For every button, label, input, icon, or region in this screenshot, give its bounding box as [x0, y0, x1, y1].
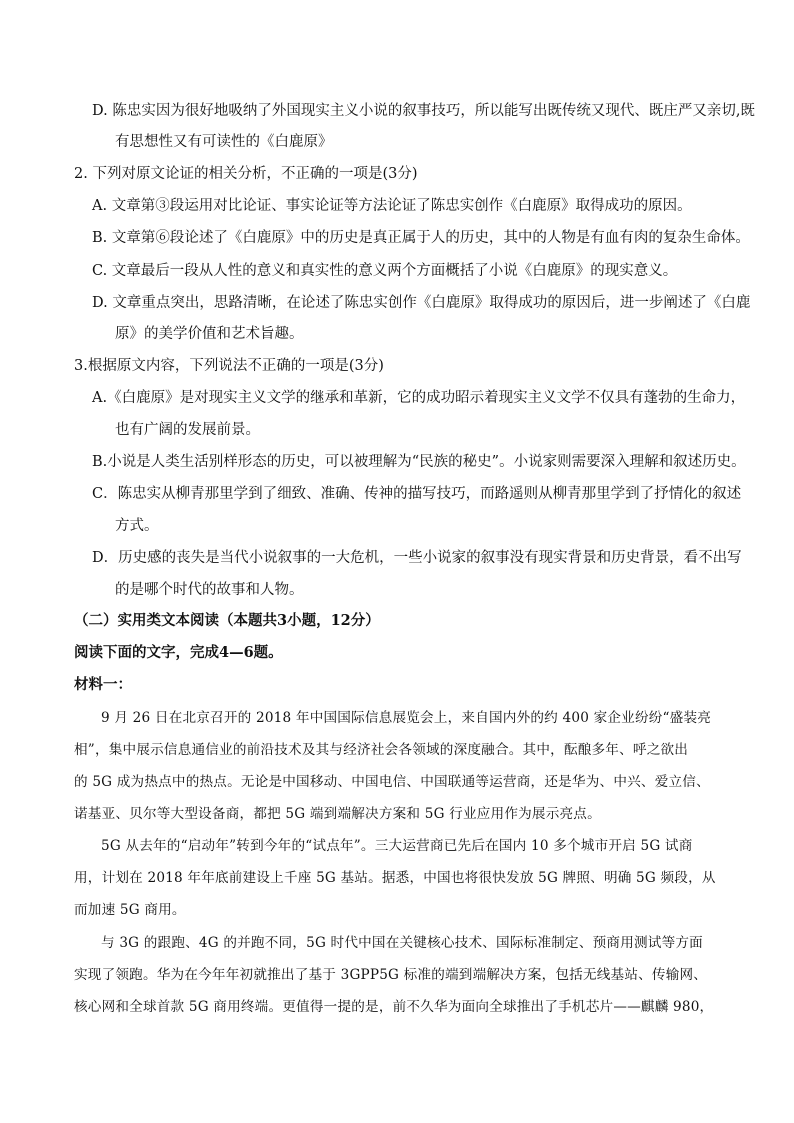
material-paragraph-3-line-2: 实现了领跑。华为在今年年初就推出了基于 3GPP5G 标准的端到端解决方案，包括无线基站、传输网、	[74, 967, 708, 983]
material-paragraph-1-line-1: 9 月 26 日在北京召开的 2018 年中国国际信息展览会上，来自国内外的约 400 家企业纷纷“盛装亮	[101, 710, 712, 726]
q2-option-d-line-1: D. 文章重点突出，思路清晰，在论述了陈忠实创作《白鹿原》取得成功的原因后，进一步阐述了《白鹿	[92, 295, 751, 311]
question-2-stem: 2. 下列对原文论证的相关分析，不正确的一项是(3分)	[74, 166, 418, 182]
q3-option-d-line-1: D．历史感的丧失是当代小说叙事的一大危机，一些小说家的叙事没有现实背景和历史背景，看不出写	[92, 550, 742, 566]
q2-option-c: C. 文章最后一段从人性的意义和真实性的意义两个方面概括了小说《白鹿原》的现实意义。	[92, 263, 678, 279]
q2-option-d-line-2: 原》的美学价值和艺术旨趣。	[115, 326, 304, 342]
material-paragraph-2-line-3: 而加速 5G 商用。	[74, 902, 186, 918]
material-paragraph-3-line-1: 与 3G 的跟跑、4G 的并跑不同，5G 时代中国在关键核心技术、国际标准制定、预商用测试等方面	[101, 935, 703, 951]
material-paragraph-1-line-3: 的 5G 成为热点中的热点。无论是中国移动、中国电信、中国联通等运营商，还是华为、中兴、爱立信、	[74, 774, 710, 790]
section-heading: （二）实用类文本阅读（本题共3小题，12分）	[74, 612, 380, 629]
material-paragraph-2-line-1: 5G 从去年的“启动年”转到今年的“试点年”。三大运营商已先后在国内 10 多个城市开启 5G 试商	[101, 838, 693, 854]
material-paragraph-1-line-4: 诺基亚、贝尔等大型设备商，都把 5G 端到端解决方案和 5G 行业应用作为展示亮点。	[74, 806, 601, 822]
q3-option-d-line-2: 的是哪个时代的故事和人物。	[115, 582, 304, 598]
q3-option-c-line-2: 方式。	[115, 518, 159, 534]
q3-option-c-line-1: C．陈忠实从柳青那里学到了细致、准确、传神的描写技巧，而路遥则从柳青那里学到了抒情化的叙述	[92, 486, 742, 502]
question-3-stem: 3.根据原文内容，下列说法不正确的一项是(3分)	[74, 358, 384, 374]
q3-option-a-line-2: 也有广阔的发展前景。	[115, 422, 260, 438]
material-paragraph-1-line-2: 相”，集中展示信息通信业的前沿技术及其与经济社会各领域的深度融合。其中，酝酿多年、呼之欲出	[74, 742, 689, 758]
material-one-label: 材料一：	[74, 676, 132, 693]
material-paragraph-2-line-2: 用，计划在 2018 年年底前建设上千座 5G 基站。据悉，中国也将很快发放 5G 牌照、明确 5G 频段，从	[74, 870, 716, 886]
q1-option-d-line-1: D. 陈忠实因为很好地吸纳了外国现实主义小说的叙事技巧，所以能写出既传统又现代、既庄严又亲切,既	[92, 103, 755, 119]
q1-option-d-line-2: 有思想性又有可读性的《白鹿原》	[115, 134, 333, 150]
q2-option-b: B. 文章第⑥段论述了《白鹿原》中的历史是真正属于人的历史，其中的人物是有血有肉的复杂生命体。	[92, 230, 750, 246]
material-paragraph-3-line-3: 核心网和全球首款 5G 商用终端。更值得一提的是，前不久华为面向全球推出了手机芯片——麒麟 980，	[74, 999, 714, 1015]
q3-option-a-line-1: A.《白鹿原》是对现实主义文学的继承和革新，它的成功昭示着现实主义文学不仅具有蓬勃的生命力，	[92, 390, 746, 406]
q3-option-b: B.小说是人类生活别样形态的历史，可以被理解为“民族的秘史”。小说家则需要深入理解和叙述历史。	[92, 454, 746, 470]
q2-option-a: A. 文章第③段运用对比论证、事实论证等方法论证了陈忠实创作《白鹿原》取得成功的原因。	[92, 198, 692, 214]
reading-instruction: 阅读下面的文字，完成4—6题。	[74, 644, 283, 661]
